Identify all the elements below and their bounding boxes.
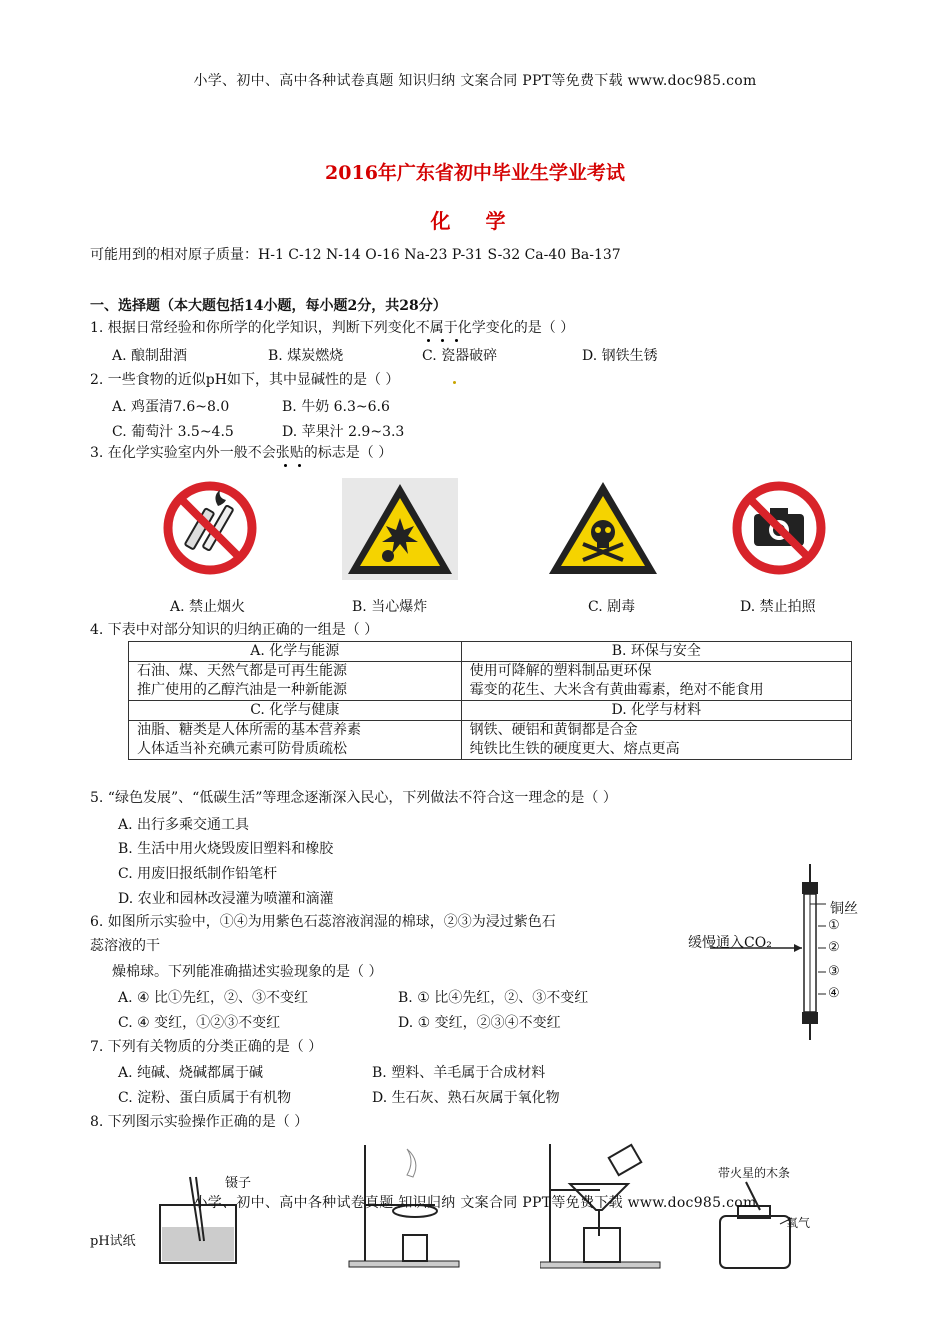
exam-title: 2016年广东省初中毕业生学业考试	[325, 162, 625, 184]
q2-option-c: C. 葡萄汁 3.5~4.5	[112, 424, 234, 440]
oxygen-label: 氧气	[786, 1216, 811, 1230]
q7-option-c: C. 淀粉、蛋白质属于有机物	[118, 1090, 292, 1106]
q2-option-d: D. 苹果汁 2.9~3.3	[282, 424, 405, 440]
q3-option-c: C. 剧毒	[588, 599, 636, 615]
atomic-masses: 可能用到的相对原子质量：H-1 C-12 N-14 O-16 Na-23 P-31 S-32 Ca-40 Ba-137	[90, 247, 621, 263]
q6-option-b: B. ① 比④先红，②、③不变红	[398, 990, 589, 1006]
q7-option-b: B. 塑料、羊毛属于合成材料	[372, 1065, 546, 1081]
q1-option-d: D. 钢铁生锈	[582, 348, 658, 364]
q4-d1: 钢铁、硬铝和黄铜都是合金	[469, 722, 638, 738]
q3-option-b: B. 当心爆炸	[352, 599, 428, 615]
q4-c2: 人体适当补充碘元素可防骨质疏松	[137, 741, 347, 757]
q1-option-c: C. 瓷器破碎	[422, 348, 498, 364]
ball-3-label: ③	[828, 964, 840, 979]
q6-option-a: A. ④ 比①先红，②、③不变红	[118, 990, 309, 1006]
q3-option-d: D. 禁止拍照	[740, 599, 816, 615]
q5-option-d: D. 农业和园林改浸灌为喷灌和滴灌	[118, 891, 334, 907]
q2-stem: 2. 一些食物的近似pH如下，其中显碱性的是（ ）	[90, 372, 400, 388]
explosion-warning-sign	[342, 478, 458, 580]
q6-option-d: D. ① 变红，②③④不变红	[398, 1015, 561, 1031]
q4-a2: 推广使用的乙醇汽油是一种新能源	[137, 682, 347, 698]
q7-option-d: D. 生石灰、熟石灰属于氧化物	[372, 1090, 560, 1106]
q6-stem-line2: 蕊溶液的干	[90, 938, 160, 954]
ph-paper-label: pH试纸	[90, 1234, 136, 1249]
q8-stem: 8. 下列图示实验操作正确的是（ ）	[90, 1114, 309, 1130]
no-photo-sign	[724, 478, 834, 578]
q4-stem: 4. 下表中对部分知识的归纳正确的一组是（ ）	[90, 622, 379, 638]
q4-b1: 使用可降解的塑料制品更环保	[469, 663, 652, 679]
q4-table	[128, 641, 852, 760]
q4-b2: 霉变的花生、大米含有黄曲霉素，绝对不能食用	[469, 682, 764, 698]
q7-stem: 7. 下列有关物质的分类正确的是（ ）	[90, 1039, 323, 1055]
q1-option-a: A. 酿制甜酒	[112, 348, 188, 364]
q3-stem: 3. 在化学实验室内外一般不会张贴的标志是（ ）	[90, 445, 393, 461]
q2-option-a: A. 鸡蛋清7.6~8.0	[112, 399, 230, 415]
q4-d-head: D. 化学与材料	[461, 701, 851, 721]
toxic-warning-sign	[545, 478, 661, 578]
copper-wire-label: 铜丝	[830, 901, 858, 917]
q3-option-a: A. 禁止烟火	[170, 599, 246, 615]
q6-stem-line1: 6. 如图所示实验中，①④为用紫色石蕊溶液润湿的棉球，②③为浸过紫色石	[90, 914, 556, 930]
no-fire-sign	[160, 478, 260, 578]
q4-c1: 油脂、糖类是人体所需的基本营养素	[137, 722, 361, 738]
q5-option-b: B. 生活中用火烧毁废旧塑料和橡胶	[118, 841, 334, 857]
q1-stem: 1. 根据日常经验和你所学的化学知识，判断下列变化不属于化学变化的是（ ）	[90, 320, 575, 336]
q4-d2: 纯铁比生铁的硬度更大、熔点更高	[469, 741, 680, 757]
q5-option-a: A. 出行多乘交通工具	[118, 817, 250, 833]
ball-4-label: ④	[828, 986, 840, 1001]
q6-stem-line3: 燥棉球。下列能准确描述实验现象的是（ ）	[112, 964, 383, 980]
q4-a-head: A. 化学与能源	[129, 642, 462, 662]
subject-title: 化 学	[430, 209, 520, 233]
q5-option-c: C. 用废旧报纸制作铅笔杆	[118, 866, 278, 882]
q4-c-head: C. 化学与健康	[129, 701, 462, 721]
section-heading: 一、选择题（本大题包括14小题，每小题2分，共28分）	[90, 298, 447, 314]
ball-2-label: ②	[828, 940, 840, 955]
q5-stem: 5. “绿色发展”、“低碳生活”等理念逐渐深入民心，下列做法不符合这一理念的是（ ）	[90, 790, 617, 806]
co2-tube-apparatus	[680, 862, 880, 1042]
page-header: 小学、初中、高中各种试卷真题 知识归纳 文案合同 PPT等免费下载 www.doc985.com	[193, 73, 757, 89]
q4-a1: 石油、煤、天然气都是可再生能源	[137, 663, 347, 679]
q6-option-c: C. ④ 变红，①②③不变红	[118, 1015, 281, 1031]
co2-inlet-label: 缓慢通入CO₂	[688, 935, 772, 951]
q1-option-b: B. 煤炭燃烧	[268, 348, 344, 364]
ball-1-label: ①	[828, 918, 840, 933]
q2-option-b: B. 牛奶 6.3~6.6	[282, 399, 390, 415]
page-footer: 小学、初中、高中各种试卷真题 知识归纳 文案合同 PPT等免费下载 www.doc985.com	[193, 1195, 757, 1211]
q7-option-a: A. 纯碱、烧碱都属于碱	[118, 1065, 264, 1081]
tweezers-label: 镊子	[225, 1176, 252, 1191]
splint-label: 带火星的木条	[718, 1166, 791, 1180]
q4-b-head: B. 环保与安全	[461, 642, 851, 662]
